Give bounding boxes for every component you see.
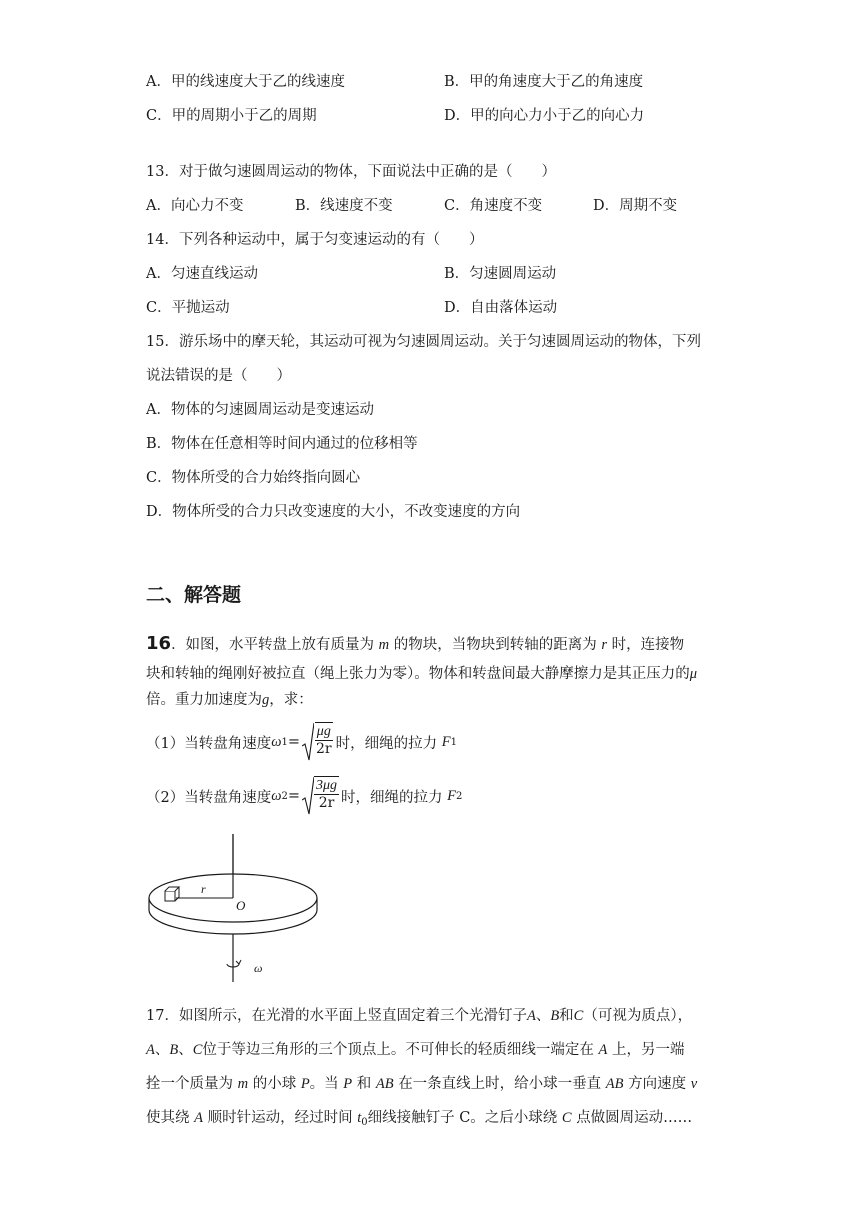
q16-subquestion-2: （2）当转盘角速度 ω 2 = $\frac{3\mu g}{2r}$ 时，细绳的拉力 F 2 xyxy=(146,774,462,818)
q15-stem-line1: 15．游乐场中的摩天轮，其运动可视为匀速圆周运动。关于匀速圆周运动的物体，下列 xyxy=(146,334,701,350)
label-r: r xyxy=(201,882,206,896)
q17-line2: A、B、C位于等边三角形的三个顶点上。不可伸长的轻质细线一端定在 A 上，另一端 xyxy=(146,1042,685,1058)
q16-number: 16 xyxy=(146,633,172,654)
q12-option-b: B．甲的角速度大于乙的角速度 xyxy=(444,74,644,90)
q14-option-a: A．匀速直线运动 xyxy=(146,266,258,282)
sqrt-symbol: $\frac{3\mu g}{2r}$ xyxy=(302,776,339,816)
q15-option-d: D．物体所受的合力只改变速度的大小，不改变速度的方向 xyxy=(146,504,521,520)
q17-line1: 17．如图所示，在光滑的水平面上竖直固定着三个光滑钉子A、B和C（可视为质点）， xyxy=(146,1008,693,1024)
q12-option-d: D．甲的向心力小于乙的向心力 xyxy=(444,108,645,124)
q15-option-b: B．物体在任意相等时间内通过的位移相等 xyxy=(146,436,418,452)
q12-option-a: A．甲的线速度大于乙的线速度 xyxy=(146,74,345,90)
turntable-diagram xyxy=(146,834,326,984)
q15-stem-line2: 说法错误的是（ ） xyxy=(146,368,291,384)
q17-line4: 使其绕 A 顺时针运动，经过时间 $t_0$细线接触钉子 C。之后小球绕 C 点做圆周运动…… xyxy=(146,1110,693,1128)
q14-option-d: D．自由落体运动 xyxy=(444,300,558,316)
q16-line2: 块和转轴的绳刚好被拉直（绳上张力为零）。物体和转盘间最大静摩擦力是其正压力的μ xyxy=(146,666,698,682)
q14-option-c: C．平抛运动 xyxy=(146,300,230,316)
q15-option-c: C．物体所受的合力始终指向圆心 xyxy=(146,470,361,486)
label-O: O xyxy=(236,898,246,913)
q13-option-a: A．向心力不变 xyxy=(146,198,244,214)
turntable-figure xyxy=(146,834,326,988)
q14-stem: 14．下列各种运动中，属于匀变速运动的有（ ） xyxy=(146,232,484,248)
q14-option-b: B．匀速圆周运动 xyxy=(444,266,557,282)
q13-stem: 13．对于做匀速圆周运动的物体，下面说法中正确的是（ ） xyxy=(146,164,556,180)
q15-option-a: A．物体的匀速圆周运动是变速运动 xyxy=(146,402,374,418)
q12-option-c: C．甲的周期小于乙的周期 xyxy=(146,108,317,124)
q13-option-d: D．周期不变 xyxy=(593,198,678,214)
label-omega: ω xyxy=(254,961,263,975)
sqrt-symbol: $\frac{\mu g}{2r}$ xyxy=(302,722,334,762)
q16-subquestion-1: （1）当转盘角速度 ω 1 = $\frac{\mu g}{2r}$ 时，细绳的拉力 F 1 xyxy=(146,720,457,764)
q16-line1: 16．如图，水平转盘上放有质量为 m 的物块，当物块到转轴的距离为 r 时，连接物 xyxy=(146,633,685,654)
q13-option-b: B．线速度不变 xyxy=(295,198,393,214)
section-title: 二、解答题 xyxy=(146,584,242,606)
q16-line3: 倍。重力加速度为g，求： xyxy=(146,692,313,708)
q17-line3: 拴一个质量为 m 的小球 P。当 P 和 AB 在一条直线上时，给小球一垂直 AB 方向速度 v xyxy=(146,1076,698,1092)
q13-option-c: C．角速度不变 xyxy=(444,198,543,214)
